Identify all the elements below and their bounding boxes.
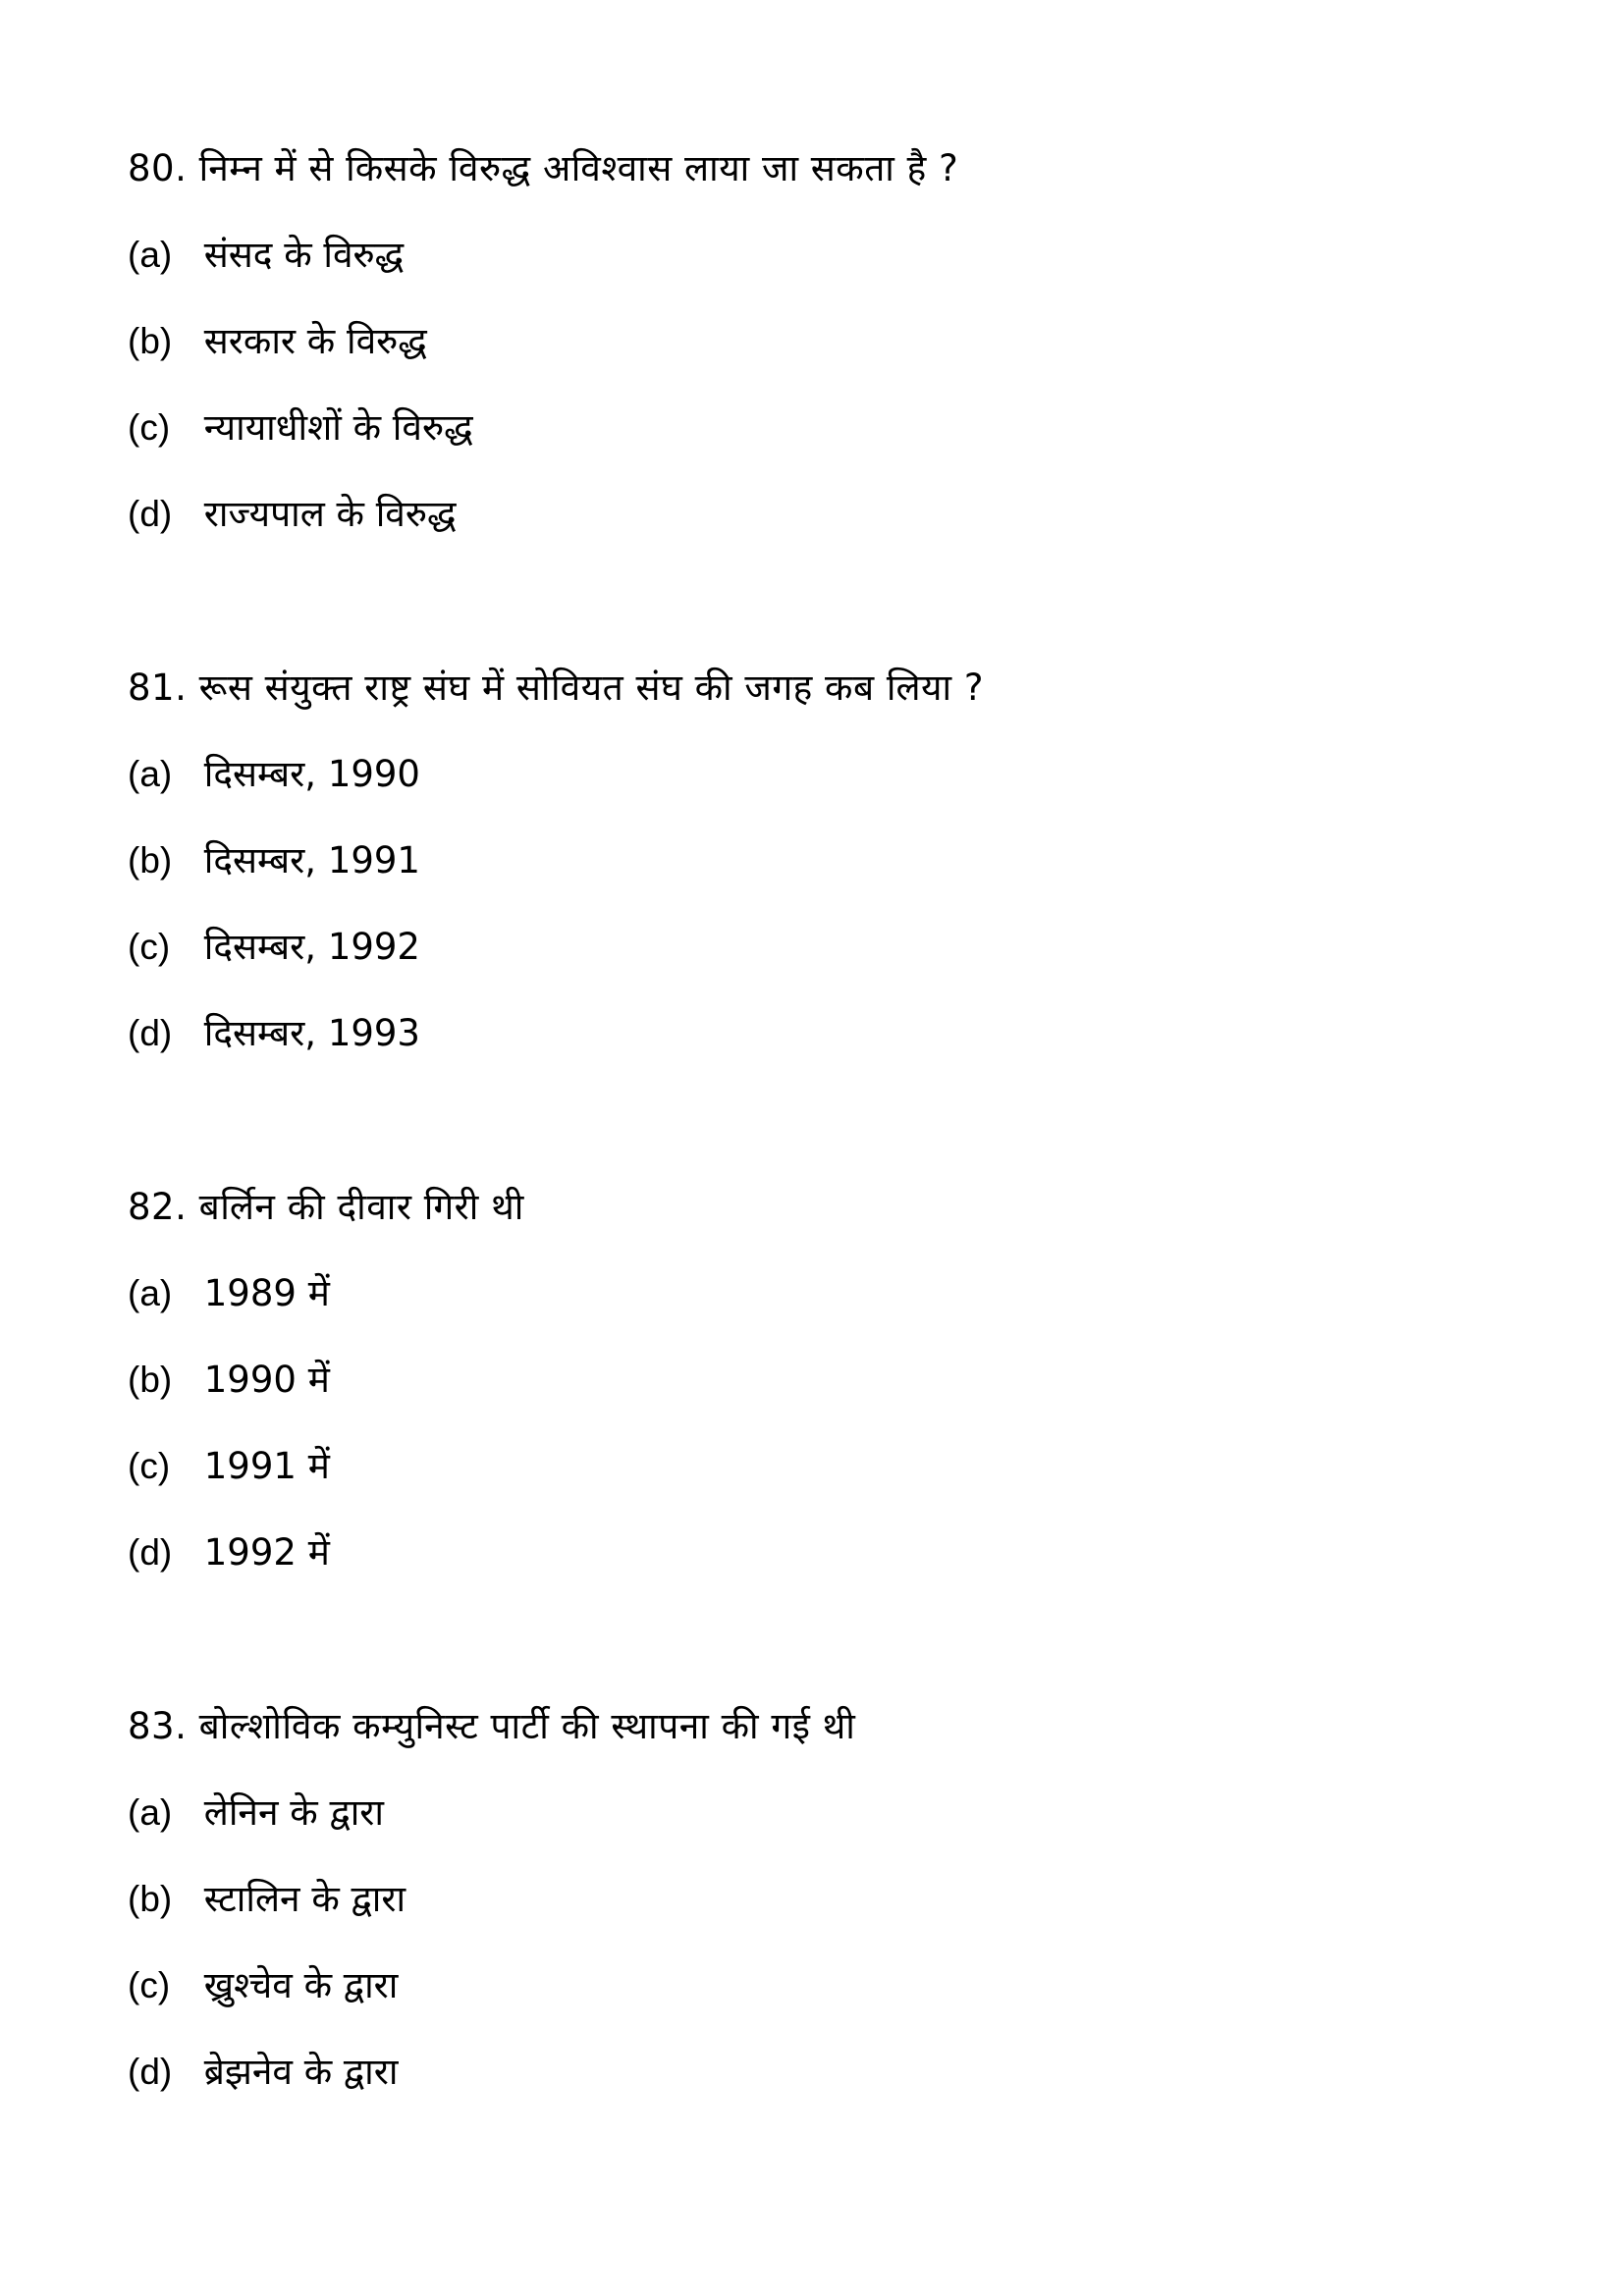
- option-text: दिसम्बर, 1990: [203, 753, 420, 795]
- option-label: (d): [128, 1532, 173, 1573]
- question-number: 81.: [128, 667, 188, 709]
- question-text: [128, 147, 1502, 190]
- option-text: 1989 में: [203, 1272, 330, 1314]
- options-list: [128, 1791, 1502, 2094]
- option-text: लेनिन के द्वारा: [203, 1791, 385, 1834]
- option-text: 1991 में: [203, 1445, 330, 1487]
- option-d: [128, 1012, 1502, 1055]
- option-b: [128, 1878, 1502, 1921]
- question-body: रूस संयुक्त राष्ट्र संघ में सोवियत संघ की जगह कब लिया ?: [198, 667, 984, 709]
- option-label: (b): [128, 1360, 173, 1400]
- option-label: (b): [128, 321, 173, 361]
- option-b: [128, 320, 1502, 363]
- option-c: [128, 1445, 1502, 1488]
- option-b: [128, 1359, 1502, 1402]
- option-text: ब्रेझनेव के द्वारा: [203, 2051, 399, 2093]
- question-81: [128, 667, 1502, 1098]
- option-text: राज्यपाल के विरुद्ध: [203, 493, 457, 535]
- option-text: दिसम्बर, 1991: [203, 839, 420, 881]
- options-list: [128, 1272, 1502, 1575]
- option-label: (a): [128, 754, 173, 794]
- option-text: 1992 में: [203, 1531, 330, 1574]
- option-label: (a): [128, 1792, 173, 1833]
- option-a: [128, 234, 1502, 277]
- option-text: दिसम्बर, 1993: [203, 1012, 420, 1054]
- option-label: (d): [128, 494, 173, 534]
- question-number: 83.: [128, 1705, 188, 1747]
- option-label: (d): [128, 2052, 173, 2092]
- option-a: [128, 1791, 1502, 1835]
- question-text: [128, 1705, 1502, 1748]
- options-list: [128, 234, 1502, 536]
- option-text: 1990 में: [203, 1359, 330, 1401]
- option-label: (c): [128, 927, 171, 967]
- option-label: (c): [128, 407, 171, 448]
- options-list: [128, 753, 1502, 1055]
- option-label: (c): [128, 1446, 171, 1486]
- option-label: (b): [128, 1879, 173, 1919]
- option-text: स्टालिन के द्वारा: [203, 1878, 406, 1920]
- option-label: (d): [128, 1013, 173, 1053]
- question-82: [128, 1186, 1502, 1618]
- option-d: [128, 493, 1502, 536]
- question-text: [128, 667, 1502, 710]
- option-c: [128, 1964, 1502, 2007]
- option-d: [128, 2051, 1502, 2094]
- option-text: दिसम्बर, 1992: [203, 926, 420, 968]
- option-text: ख्रुश्चेव के द्वारा: [203, 1964, 399, 2006]
- question-number: 80.: [128, 147, 188, 189]
- question-body: निम्न में से किसके विरुद्ध अविश्वास लाया जा सकता है ?: [198, 147, 959, 189]
- option-text: संसद के विरुद्ध: [203, 234, 405, 276]
- option-d: [128, 1531, 1502, 1575]
- question-body: बोल्शोविक कम्युनिस्ट पार्टी की स्थापना की गई थी: [198, 1705, 856, 1747]
- option-label: (a): [128, 235, 173, 275]
- question-body: बर्लिन की दीवार गिरी थी: [198, 1186, 524, 1228]
- option-label: (b): [128, 840, 173, 881]
- option-c: [128, 926, 1502, 969]
- option-a: [128, 1272, 1502, 1315]
- option-a: [128, 753, 1502, 796]
- option-label: (a): [128, 1273, 173, 1313]
- option-c: [128, 406, 1502, 450]
- question-80: [128, 147, 1502, 579]
- option-text: न्यायाधीशों के विरुद्ध: [203, 406, 473, 449]
- question-text: [128, 1186, 1502, 1229]
- option-text: सरकार के विरुद्ध: [203, 320, 427, 362]
- question-number: 82.: [128, 1186, 188, 1228]
- question-83: [128, 1705, 1502, 2137]
- option-b: [128, 839, 1502, 882]
- option-label: (c): [128, 1965, 171, 2005]
